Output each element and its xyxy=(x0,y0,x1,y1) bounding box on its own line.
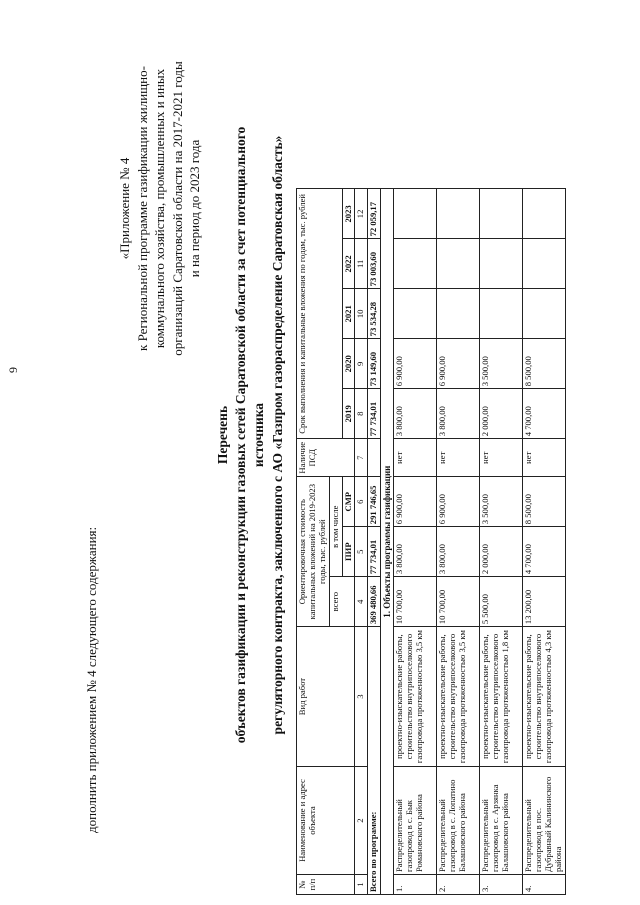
row-year xyxy=(523,189,566,239)
row-total: 5 500,00 xyxy=(480,577,523,627)
row-year xyxy=(523,289,566,339)
row-year xyxy=(480,239,523,289)
header-name: Наименование и адрес объекта xyxy=(297,767,355,875)
col-number: 11 xyxy=(355,239,368,289)
col-number: 7 xyxy=(355,439,368,477)
header-year: 2021 xyxy=(342,289,355,339)
row-year xyxy=(523,239,566,289)
appendix-line: и на период до 2023 года xyxy=(187,139,203,278)
row-num: 1. xyxy=(394,875,437,895)
header-pir: ПИР xyxy=(342,527,355,577)
header-num: № п/п xyxy=(297,875,355,895)
row-year: 6 900,00 xyxy=(394,339,437,389)
col-number: 4 xyxy=(355,577,368,627)
row-year: 2 000,00 xyxy=(480,389,523,439)
title-line: объектов газификации и реконструкции газовых сетей Саратовской области за счет потенциального источника xyxy=(233,126,267,744)
total-year: 72 059,17 xyxy=(368,189,381,239)
col-number: 12 xyxy=(355,189,368,239)
row-year: 8 500,00 xyxy=(523,339,566,389)
row-work: проектно-изыскательские работы, строительство внутрипоселкового газопровода протяженностью 4,3 км xyxy=(523,627,566,767)
total-year: 73 003,60 xyxy=(368,239,381,289)
row-name: Распределительный газопровод в пос. Дубравный Калининского района xyxy=(523,767,566,875)
header-term: Срок выполнения и капитальные вложения по годам, тыс. рублей xyxy=(297,189,343,439)
total-psd xyxy=(368,439,381,477)
row-total: 10 700,00 xyxy=(394,577,437,627)
intro-text: дополнить приложением № 4 следующего содержания: xyxy=(84,526,99,833)
col-number: 10 xyxy=(355,289,368,339)
appendix-header xyxy=(116,36,204,381)
appendix-line: коммунального хозяйства, промышленных и иных xyxy=(152,68,168,349)
row-smr: 6 900,00 xyxy=(394,477,437,527)
header-year: 2020 xyxy=(342,339,355,389)
total-year: 73 149,60 xyxy=(368,339,381,389)
appendix-line: организаций Саратовской области на 2017-2021 годы xyxy=(169,61,185,356)
row-num: 2. xyxy=(437,875,480,895)
row-pir: 3 800,00 xyxy=(437,527,480,577)
row-year: 3 800,00 xyxy=(394,389,437,439)
row-year: 6 900,00 xyxy=(437,339,480,389)
row-psd: нет xyxy=(437,439,480,477)
appendix-line: «Приложение № 4 xyxy=(117,157,132,260)
document-title xyxy=(214,125,287,745)
total-sum: 369 480,66 xyxy=(368,577,381,627)
section-title: 1. Объекты программы газификации xyxy=(381,189,394,895)
row-total: 10 700,00 xyxy=(437,577,480,627)
header-smr: СМР xyxy=(342,477,355,527)
row-year xyxy=(480,189,523,239)
row-work: проектно-изыскательские работы, строительство внутрипоселкового газопровода протяженностью 3,5 км xyxy=(437,627,480,767)
row-year: 3 500,00 xyxy=(480,339,523,389)
col-number: 1 xyxy=(355,875,368,895)
row-name: Распределительный газопровод в с. Лопатино Балашовского района xyxy=(437,767,480,875)
header-year: 2023 xyxy=(342,189,355,239)
row-year xyxy=(480,289,523,339)
row-work: проектно-изыскательские работы, строительство внутрипоселкового газопровода протяженностью 3,5 км xyxy=(394,627,437,767)
header-year: 2019 xyxy=(342,389,355,439)
row-year: 4 700,00 xyxy=(523,389,566,439)
appendix-line: к Региональной программе газификации жилищно- xyxy=(134,66,150,351)
total-label: Всего по программе: xyxy=(368,627,381,895)
col-number: 5 xyxy=(355,527,368,577)
row-psd: нет xyxy=(394,439,437,477)
row-smr: 8 500,00 xyxy=(523,477,566,527)
total-year: 77 734,01 xyxy=(368,389,381,439)
objects-table xyxy=(296,17,566,895)
row-year xyxy=(394,239,437,289)
row-num: 4. xyxy=(523,875,566,895)
row-year: 3 800,00 xyxy=(437,389,480,439)
row-num: 3. xyxy=(480,875,523,895)
row-year xyxy=(437,289,480,339)
title-line: регуляторного контракта, заключенного с АО «Газпром газораспределение Саратовская область» xyxy=(269,135,285,735)
row-name: Распределительный газопровод в с. Арзянка Балашовского района xyxy=(480,767,523,875)
row-year xyxy=(437,239,480,289)
total-smr: 291 746,65 xyxy=(368,477,381,527)
row-year xyxy=(394,189,437,239)
row-psd: нет xyxy=(523,439,566,477)
row-pir: 4 700,00 xyxy=(523,527,566,577)
row-pir: 2 000,00 xyxy=(480,527,523,577)
col-number: 3 xyxy=(355,627,368,767)
header-total: всего xyxy=(329,577,355,627)
header-incl: в том числе xyxy=(329,477,342,577)
header-work: Вид работ xyxy=(297,627,355,767)
row-name: Распределительный газопровод в с. Бык Романовского района xyxy=(394,767,437,875)
header-year: 2022 xyxy=(342,239,355,289)
col-number: 8 xyxy=(355,389,368,439)
row-smr: 3 500,00 xyxy=(480,477,523,527)
col-number: 6 xyxy=(355,477,368,527)
header-cost: Ориентировочная стоимость капитальных вложений на 2019-2023 годы, тыс. рублей xyxy=(297,477,330,627)
header-row xyxy=(297,17,330,895)
row-year xyxy=(437,189,480,239)
row-total: 13 200,00 xyxy=(523,577,566,627)
row-smr: 6 900,00 xyxy=(437,477,480,527)
total-year: 73 534,28 xyxy=(368,289,381,339)
row-work: проектно-изыскательские работы, строительство внутрипоселкового газопровода протяженностью 1,8 км xyxy=(480,627,523,767)
row-year xyxy=(394,289,437,339)
rotated-page: 9 дополнить приложением № 4 следующего содержания: «Приложение № 4 к Региональной программе газификации жилищно- коммунального хозяйства, промышленных и иных организаций Саратовской области на 2017-2021 годы и на период до 2023 года Перечень объектов газификации и реконструкции газовых сетей Саратовской области за счет потенциального источника регуляторного контракта, заключенного с АО «Газпром газораспределение Саратовская область» № п/п Наименование и адрес объекта Вид работ Ориентировочная стоимость капитальных вложений на 2019-2023 годы, тыс. рублей Наличие ПСД Срок выполнения и капитальные вложения по годам, тыс. рублей всего в том числе ПИР СМР 2019 2020 2021 2022 2023 1 2 3 4 5 6 7 8 9 10 11 12 Всего по программе: 369 480,66 77 734,01 291 746,65 77 734,01 73 149,60 73 534,28 73 003,60 72 059,17 1. Объекты программы газификации 1. Распределительный газопровод в с. Бык Романовского района проектно-изыскательские работы, строительство внутрипоселкового газопровода протяженностью 3,5 км 10 700,00 3 800,00 6 900,00 нет 3 800,00 6 900,00 2. Распределительный газопровод в с. Лопатино Балашовского района проектно-изыскательские работы, строительство внутрипоселкового газопровода протяженностью 3,5 км 10 700,00 3 800,00 6 900,00 нет 3 800,00 6 900,00 3. Распределительный газопровод в с. Арзянка Балашовского района проектно-изыскательские работы, строительство внутрипоселкового газопровода протяженностью 1,8 км 5 500,00 2 000,00 3 500,00 нет 2 000,00 3 500,00 4. Распределительный газопровод в пос. Дубравный Калининского района проектно-изыскательские работы, строительство внутрипоселкового газопровода протяженностью 4,3 км 13 200,00 4 700,00 8 500,00 нет 4 700,00 8 500,00 xyxy=(0,0,640,905)
row-pir: 3 800,00 xyxy=(394,527,437,577)
col-number: 9 xyxy=(355,339,368,389)
total-pir: 77 734,01 xyxy=(368,527,381,577)
row-psd: нет xyxy=(480,439,523,477)
title-line: Перечень xyxy=(215,405,230,465)
col-number: 2 xyxy=(355,767,368,875)
header-psd: Наличие ПСД xyxy=(297,439,355,477)
table-row xyxy=(523,17,566,895)
blank-margin xyxy=(297,17,523,189)
